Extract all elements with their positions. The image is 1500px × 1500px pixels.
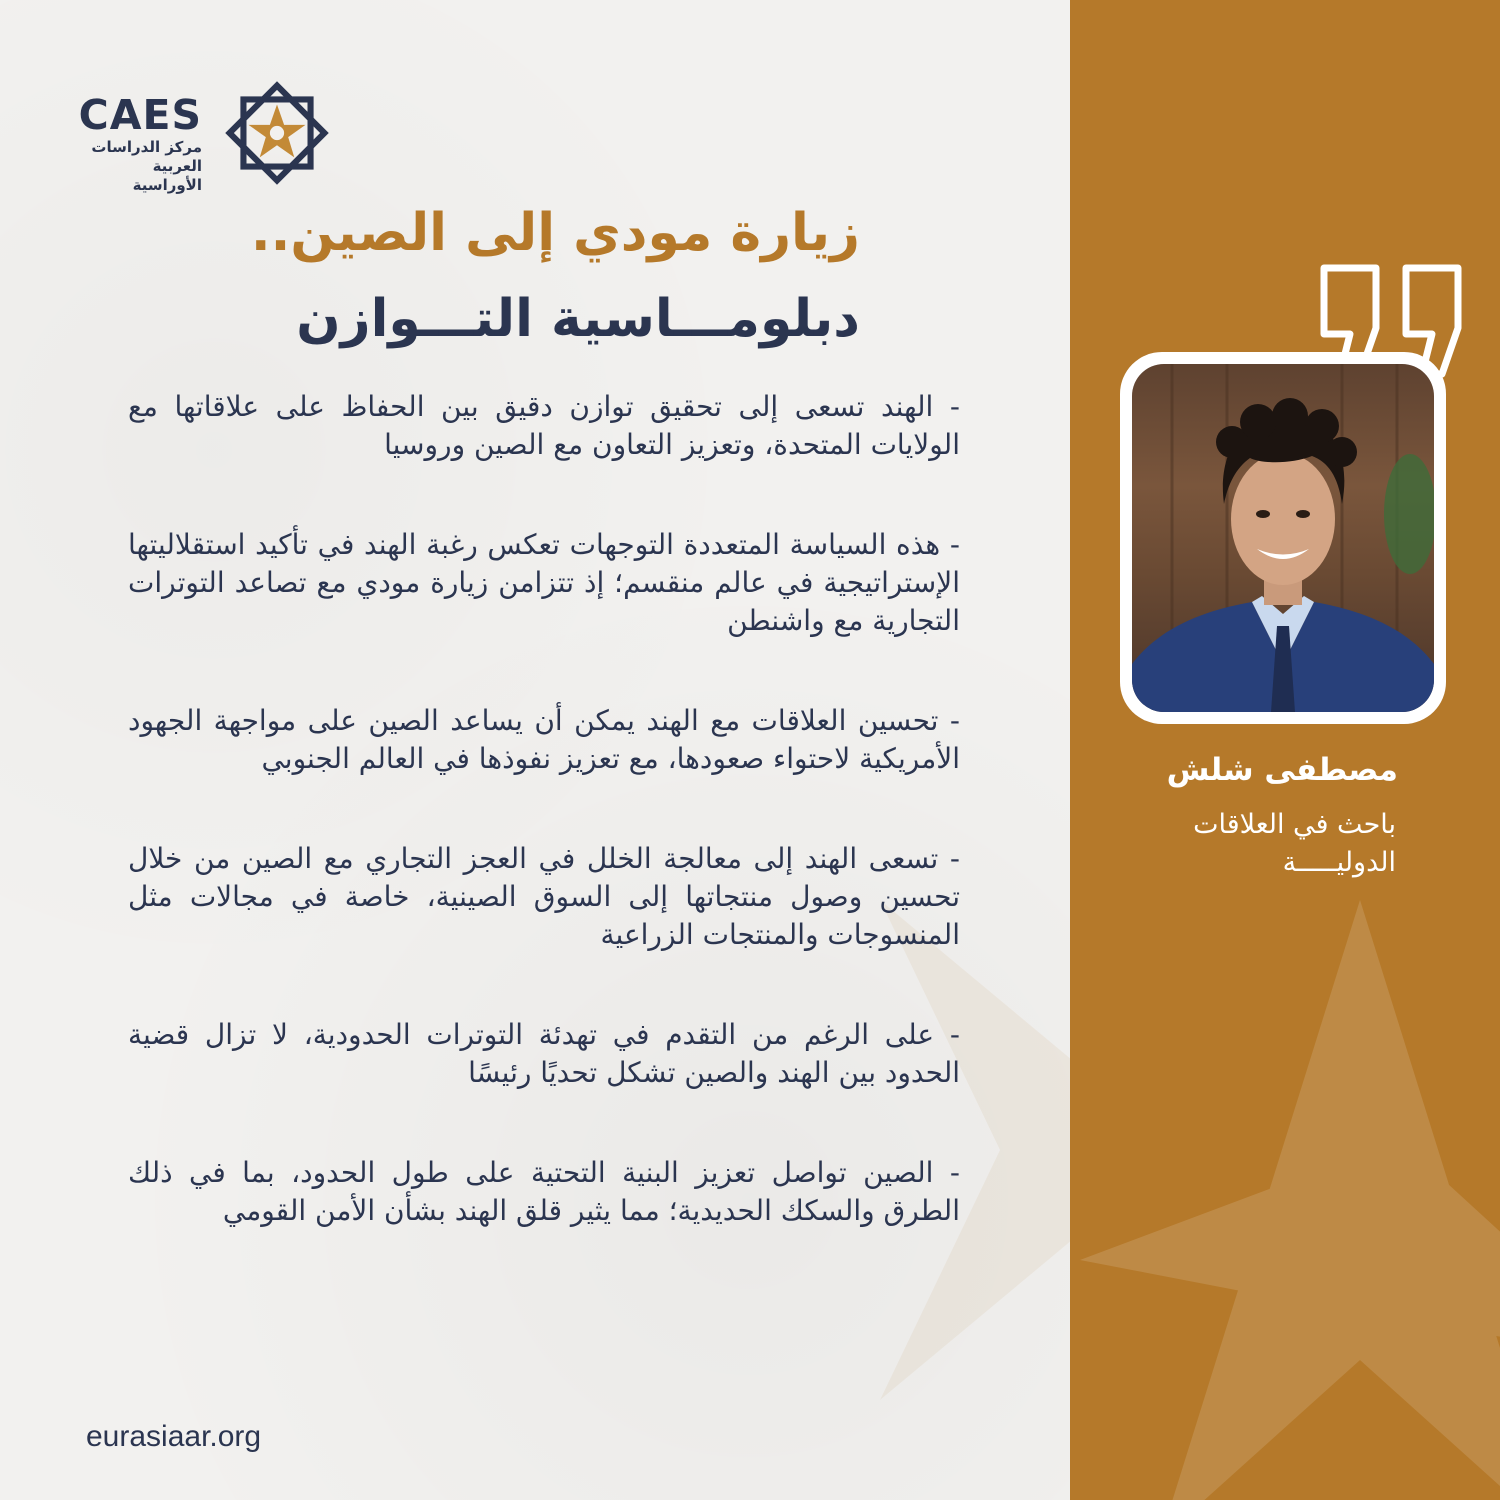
logo-name-line1: مركز الدراسات [91, 138, 202, 156]
author-role-line2: الدوليـــــة [1282, 847, 1396, 878]
author-panel [1070, 0, 1500, 1500]
bullet-paragraph-5: - على الرغم من التقدم في تهدئة التوترات الحدودية، لا تزال قضية الحدود بين الهند والصين تشكل تحديًا رئيسًا [128, 1018, 960, 1089]
logo-text [78, 92, 202, 195]
headline [150, 192, 860, 360]
caes-logo [78, 72, 340, 194]
author-role-line1: باحث في العلاقات [1193, 809, 1396, 840]
logo-name-line2: العربية الأوراسية [132, 157, 202, 194]
headline-line1: زيارة مودي إلى الصين.. [250, 203, 860, 263]
logo-abbreviation: CAES [78, 91, 202, 139]
octagram-logo-icon [216, 72, 338, 194]
bullet-paragraph-6: - الصين تواصل تعزيز البنية التحتية على طول الحدود، بما في ذلك الطرق والسكك الحديدية؛ مما يثير قلق الهند بشأن الأمن القومي [128, 1156, 960, 1227]
bullet-paragraph-3: - تحسين العلاقات مع الهند يمكن أن يساعد الصين على مواجهة الجهود الأمريكية لاحتواء صعودها، مع تعزيز نفوذها في العالم الجنوبي [128, 704, 960, 775]
author-photo [1132, 364, 1434, 712]
author-name: مصطفى شلش [1166, 752, 1398, 788]
bullet-paragraph-1: - الهند تسعى إلى تحقيق توازن دقيق بين الحفاظ على علاقاتها مع الولايات المتحدة، وتعزيز التعاون مع الصين وروسيا [128, 390, 960, 461]
article-body [128, 388, 960, 1292]
author-role [1110, 806, 1396, 882]
star-watermark-icon [1080, 840, 1500, 1500]
bullet-paragraph-2: - هذه السياسة المتعددة التوجهات تعكس رغبة الهند في تأكيد استقلاليتها الإستراتيجية في عالم منقسم؛ إذ تتزامن زيارة مودي مع تصاعد التوترات التجارية مع واشنطن [128, 528, 960, 637]
bullet-paragraph-4: - تسعى الهند إلى معالجة الخلل في العجز التجاري مع الصين من خلال تحسين وصول منتجاتها إلى السوق الصينية، خاصة في مجالات مثل المنسوجات والمنتجات الزراعية [128, 842, 960, 951]
headline-line2: دبلومـــاسية التـــوازن [296, 289, 860, 349]
author-photo-illustration [1132, 364, 1434, 712]
website-link[interactable]: eurasiaar.org [86, 1420, 262, 1453]
